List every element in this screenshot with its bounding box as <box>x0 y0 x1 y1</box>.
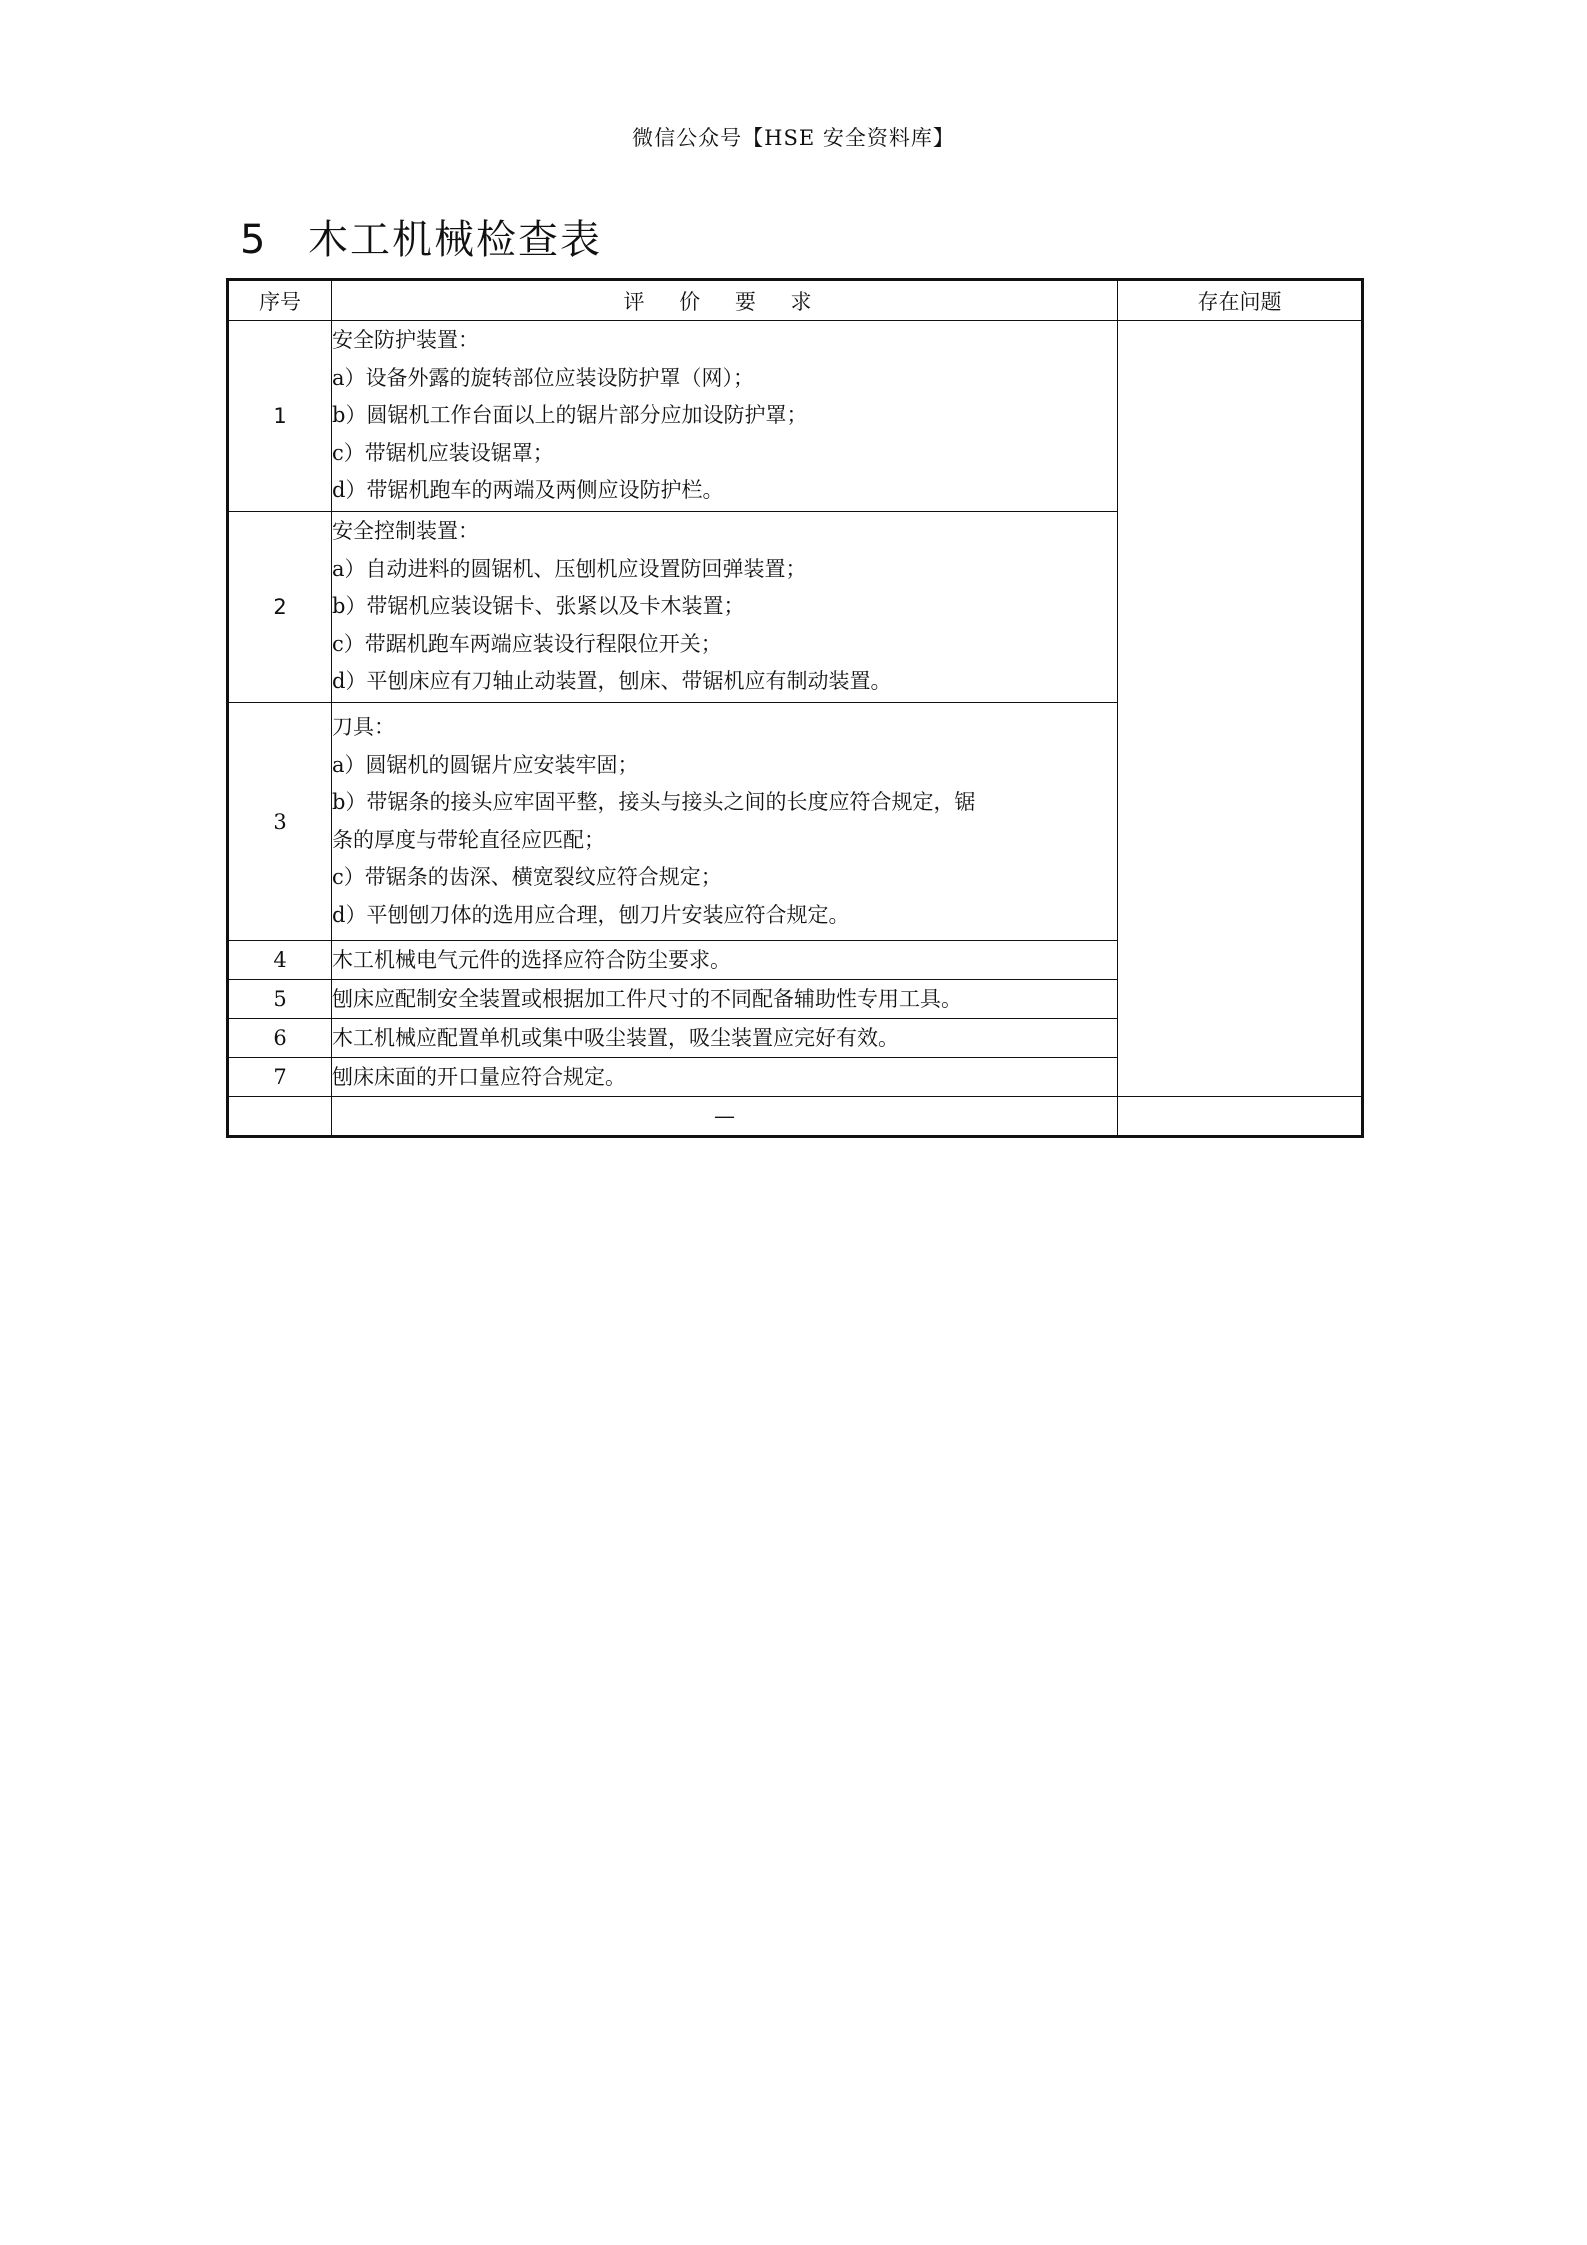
requirement-line: 木工机械应配置单机或集中吸尘装置，吸尘装置应完好有效。 <box>332 1026 899 1050</box>
header-no: 序号 <box>228 280 332 321</box>
section-number: 5 <box>240 217 268 263</box>
section-title <box>240 208 602 265</box>
requirement-cell <box>332 980 1118 1019</box>
row-number: 1 <box>228 321 332 512</box>
requirement-line: c）带踞机跑车两端应装设行程限位开关； <box>332 631 722 656</box>
requirement-line: b）圆锯机工作台面以上的锯片部分应加设防护罩； <box>332 403 808 428</box>
header-note: 微信公众号【HSE 安全资料库】 <box>632 126 955 150</box>
requirement-line: 安全控制装置： <box>332 519 479 544</box>
footer-issue-cell[interactable] <box>1118 1097 1363 1137</box>
row-number: 5 <box>228 980 332 1019</box>
section-title-text: 木工机械检查表 <box>308 217 602 263</box>
requirement-line: b）带锯机应装设锯卡、张紧以及卡木装置； <box>332 594 745 619</box>
requirement-line: d）带锯机跑车的两端及两侧应设防护栏。 <box>332 478 724 503</box>
footer-requirement-cell: — <box>332 1097 1118 1137</box>
requirement-line: a）设备外露的旋转部位应装设防护罩（网）； <box>332 365 755 390</box>
requirement-cell <box>332 941 1118 980</box>
checklist-table <box>226 278 1364 1138</box>
header-requirement: 评 价 要 求 <box>332 280 1118 321</box>
row-number: 6 <box>228 1019 332 1058</box>
issue-cell-merged[interactable] <box>1118 321 1363 1097</box>
requirement-line: a）自动进料的圆锯机、压刨机应设置防回弹装置； <box>332 556 807 581</box>
requirement-line: c）带锯机应装设锯罩； <box>332 440 554 465</box>
requirement-line: a）圆锯机的圆锯片应安装牢固； <box>332 752 639 777</box>
requirement-cell <box>332 512 1118 703</box>
requirement-cell <box>332 321 1118 512</box>
requirement-line: 条的厚度与带轮直径应匹配； <box>332 827 605 852</box>
requirement-line: 安全防护装置： <box>332 328 479 353</box>
table-header-row <box>228 280 1363 321</box>
table-footer-row <box>228 1097 1363 1137</box>
requirement-line: d）平刨刨刀体的选用应合理，刨刀片安装应符合规定。 <box>332 902 850 927</box>
requirement-line: 刨床应配制安全装置或根据加工件尺寸的不同配备辅助性专用工具。 <box>332 987 962 1011</box>
row-number: 7 <box>228 1058 332 1097</box>
requirement-line: c）带锯条的齿深、横宽裂纹应符合规定； <box>332 865 722 889</box>
row-number: 2 <box>228 512 332 703</box>
requirement-cell <box>332 1019 1118 1058</box>
requirement-line: d）平刨床应有刀轴止动装置，刨床、带锯机应有制动装置。 <box>332 669 892 694</box>
requirement-line: b）带锯条的接头应牢固平整，接头与接头之间的长度应符合规定，锯 <box>332 790 976 814</box>
table-row <box>228 321 1363 512</box>
requirement-cell <box>332 1058 1118 1097</box>
row-number: 3 <box>228 703 332 941</box>
header-issue: 存在问题 <box>1118 280 1363 321</box>
requirement-line: 刀具： <box>332 715 395 739</box>
row-number: 4 <box>228 941 332 980</box>
requirement-line: 刨床床面的开口量应符合规定。 <box>332 1065 626 1089</box>
requirement-cell <box>332 703 1118 941</box>
footer-no-cell <box>228 1097 332 1137</box>
requirement-line: 木工机械电气元件的选择应符合防尘要求。 <box>332 948 731 972</box>
